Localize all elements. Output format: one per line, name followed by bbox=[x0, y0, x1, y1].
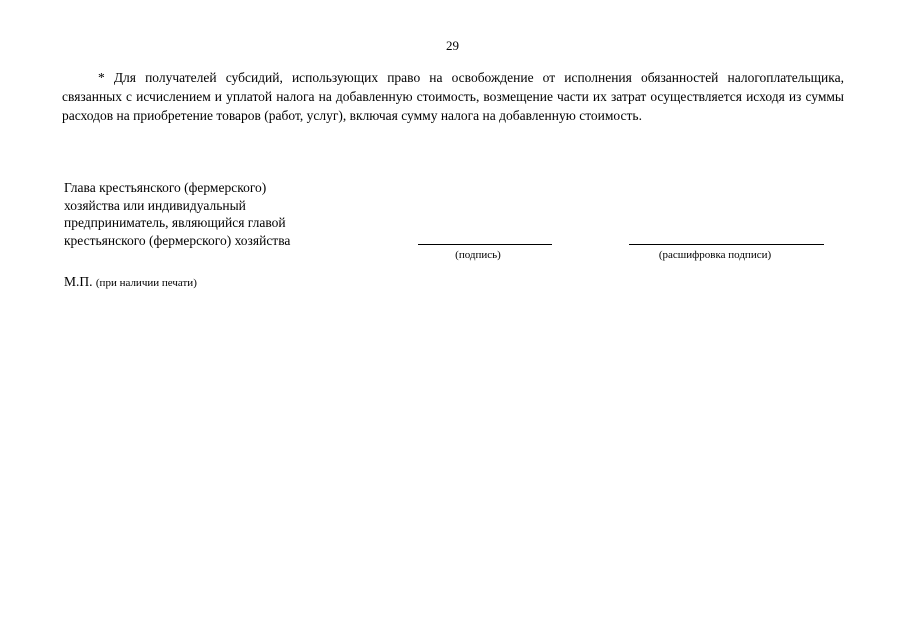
signature-caption: (подпись) bbox=[455, 249, 501, 261]
footnote-text: * Для получателей субсидий, использующих право на освобождение от исполнения обязанностей налогоплательщика, связанных с исчислением и уплатой налога на добавленную стоимость, возмещение части их затрат осуществляется исходя из суммы расходов на приобретение товаров (работ, услуг), включая сумму налога на добавленную стоимость. bbox=[62, 70, 844, 123]
signer-title-line: предприниматель, являющийся главой bbox=[64, 215, 286, 230]
stamp-place bbox=[64, 274, 197, 290]
page-number: 29 bbox=[446, 38, 459, 53]
signature-decode-caption: (расшифровка подписи) bbox=[658, 249, 772, 261]
signature-decode-line bbox=[629, 244, 824, 245]
signer-title-line: Глава крестьянского (фермерского) bbox=[64, 180, 267, 195]
stamp-label: М.П. bbox=[64, 274, 93, 289]
signature-line bbox=[418, 244, 552, 245]
signer-title-line: хозяйства или индивидуальный bbox=[64, 197, 246, 213]
stamp-note: (при наличии печати) bbox=[95, 277, 197, 289]
signer-title-line: крестьянского (фермерского) хозяйства bbox=[64, 232, 291, 248]
signer-title bbox=[64, 179, 364, 249]
